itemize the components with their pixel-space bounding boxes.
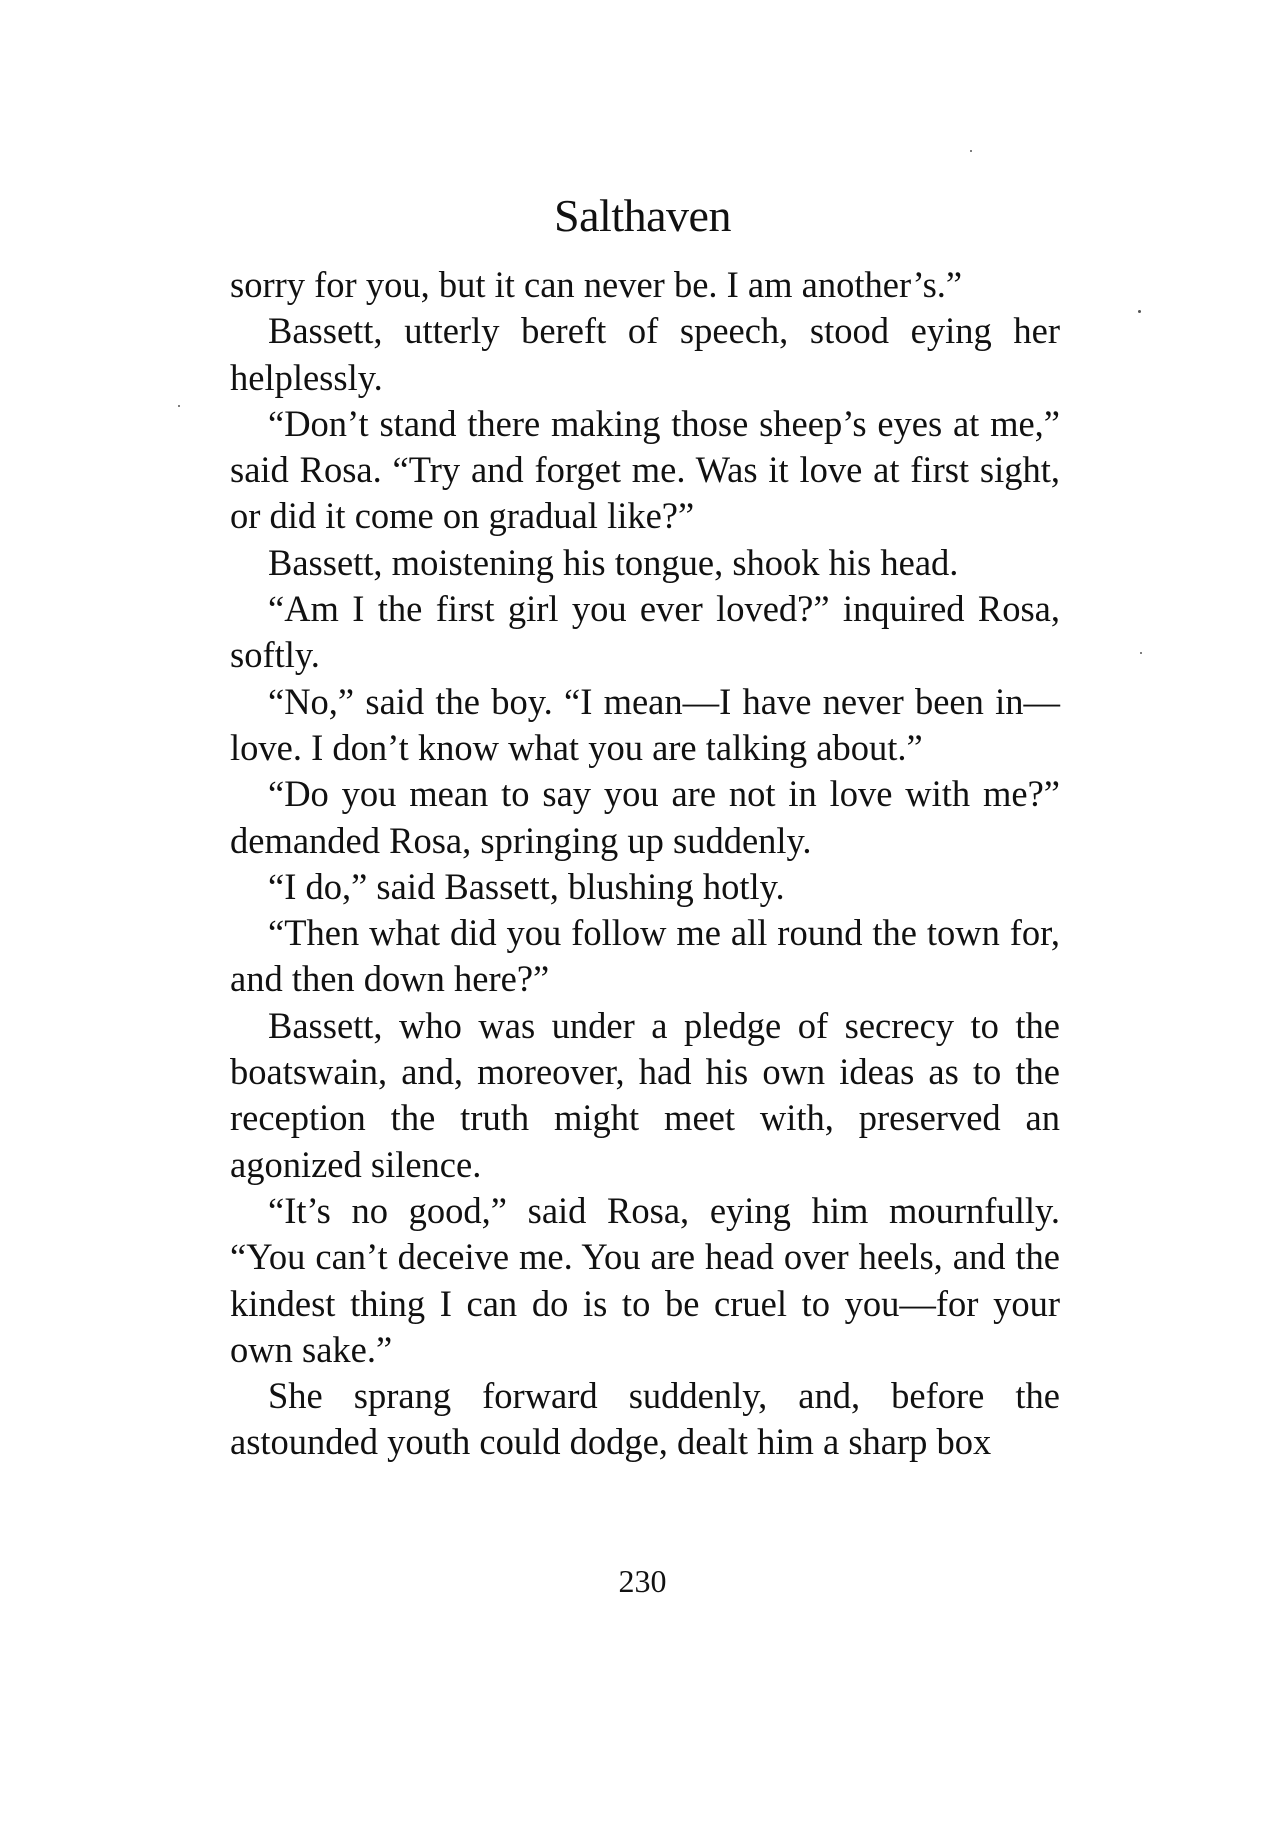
paragraph-1: sorry for you, but it can never be. I am another’s.”	[230, 264, 963, 305]
scan-speck	[178, 405, 180, 407]
paragraph-8: “I do,” said Bassett, blushing hotly.	[268, 865, 785, 907]
scan-speck	[1140, 652, 1142, 654]
paragraph-6: “No,” said the boy. “I mean—I have never been in—love. I don’t know what you are talking about.”	[230, 680, 1060, 768]
paragraph-5: “Am I the first girl you ever loved?” inquired Rosa, softly.	[230, 588, 1060, 676]
paragraph-11: “It’s no good,” said Rosa, eying him mournfully. “You can’t deceive me. You are head over heels, and the kindest thing I can do is to be cruel to you—for your own sake.”	[230, 1189, 1060, 1370]
paragraph-4: Bassett, moistening his tongue, shook his head.	[268, 541, 959, 583]
paragraph-2: Bassett, utterly bereft of speech, stood eying her helplessly.	[230, 310, 1060, 398]
scan-speck	[1138, 310, 1141, 313]
paragraph-9: “Then what did you follow me all round the town for, and then down here?”	[230, 912, 1060, 1000]
body-text	[230, 262, 1060, 1466]
paragraph-7: “Do you mean to say you are not in love with me?” demanded Rosa, springing up suddenly.	[230, 773, 1060, 861]
paragraph-10: Bassett, who was under a pledge of secrecy to the boatswain, and, moreover, had his own ideas as to the reception the truth might meet with, preserved an agonized silence.	[230, 1004, 1060, 1185]
page-number: 230	[618, 1563, 667, 1599]
paragraph-12: She sprang forward suddenly, and, before the astounded youth could dodge, dealt him a sharp box	[230, 1375, 1060, 1463]
scan-speck	[970, 150, 972, 152]
paragraph-3: “Don’t stand there making those sheep’s eyes at me,” said Rosa. “Try and forget me. Was it love at first sight, or did it come on gradual like?”	[230, 402, 1060, 537]
running-head: Salthaven	[554, 190, 731, 241]
